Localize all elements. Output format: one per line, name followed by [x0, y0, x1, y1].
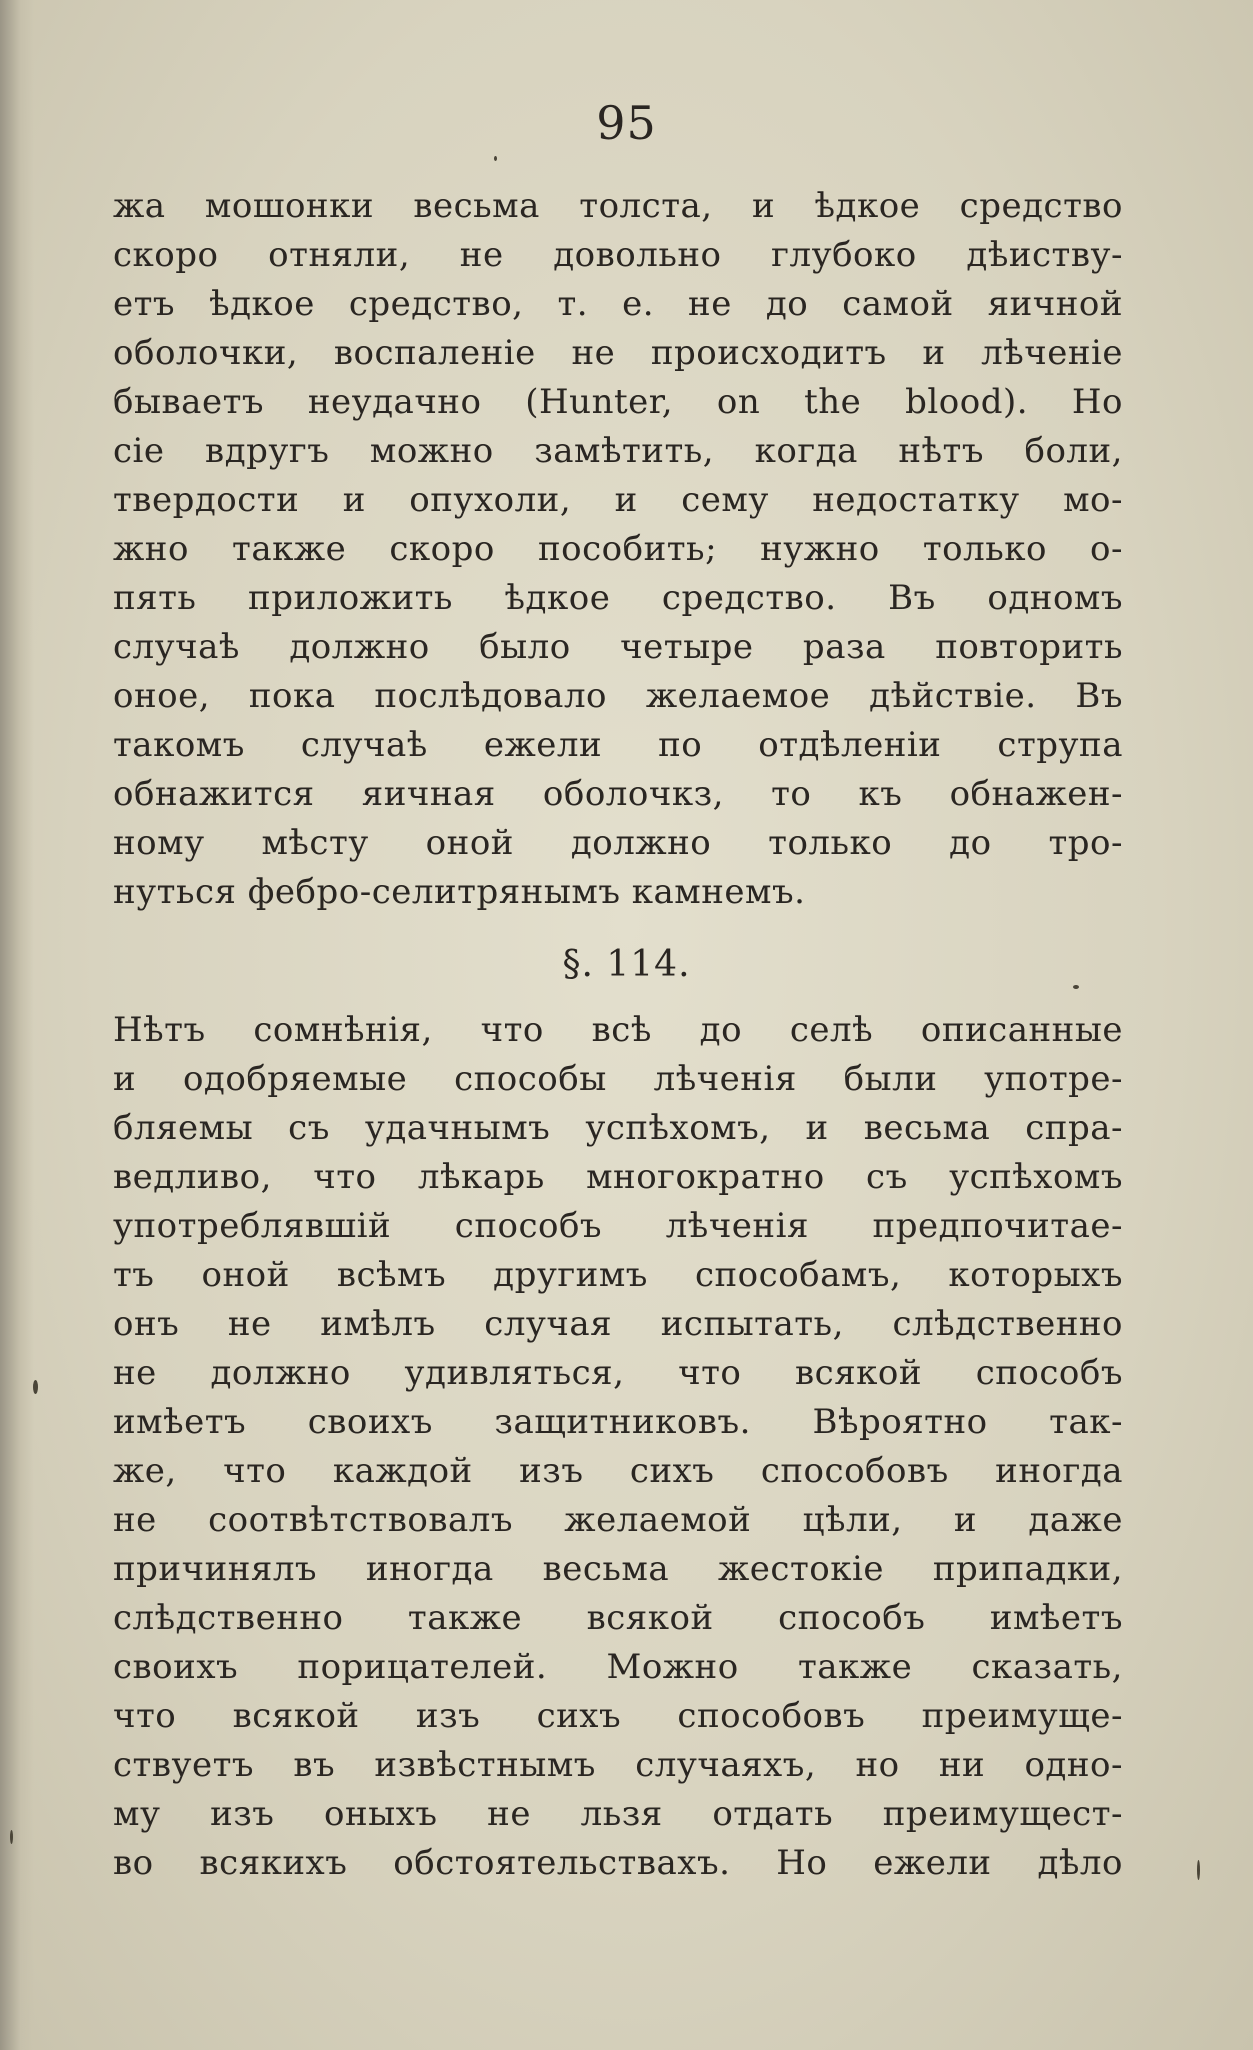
- text-line: не должно удивляться, что всякой способъ: [113, 1353, 1123, 1393]
- text-line: имѣетъ своихъ защитниковъ. Вѣроятно так-: [113, 1402, 1123, 1442]
- text-line: же, что каждой изъ сихъ способовъ иногда: [113, 1451, 1123, 1491]
- text-line: сіе вдругъ можно замѣтить, когда нѣтъ боли,: [113, 431, 1123, 471]
- page-number: 95: [596, 96, 657, 150]
- text-line: етъ ѣдкое средство, т. е. не до самой яичной: [113, 284, 1123, 324]
- text-line: своихъ порицателей. Можно также сказать,: [113, 1647, 1123, 1687]
- ink-speck: [1197, 1860, 1200, 1880]
- text-line: бываетъ неудачно (Hunter, on the blood). Но: [113, 382, 1123, 422]
- text-line: оное, пока послѣдовало желаемое дѣйствіе. Въ: [113, 676, 1123, 716]
- text-line: бляемы съ удачнымъ успѣхомъ, и весьма спра-: [113, 1108, 1123, 1148]
- text-line: твердости и опухоли, и сему недостатку мо-: [113, 480, 1123, 520]
- text-line: нуться фебро-селитрянымъ камнемъ.: [113, 872, 806, 912]
- text-line: употреблявшій способъ лѣченія предпочитае-: [113, 1206, 1123, 1246]
- text-line: случаѣ должно было четыре раза повторить: [113, 627, 1123, 667]
- text-line: не соотвѣтствовалъ желаемой цѣли, и даже: [113, 1500, 1123, 1540]
- text-line: жа мошонки весьма толста, и ѣдкое средство: [113, 186, 1123, 226]
- page-gutter-shadow: [0, 0, 34, 2050]
- text-line: обнажится яичная оболочкз, то къ обнажен-: [113, 774, 1123, 814]
- text-line: слѣдственно также всякой способъ имѣетъ: [113, 1598, 1123, 1638]
- text-line: ствуетъ въ извѣстнымъ случаяхъ, но ни одно-: [113, 1745, 1123, 1785]
- text-line: му изъ оныхъ не льзя отдать преимущест-: [113, 1794, 1123, 1834]
- paragraph-2: [113, 1006, 1123, 1888]
- text-line: Нѣтъ сомнѣнія, что всѣ до селѣ описанные: [113, 1010, 1123, 1050]
- text-line: ведливо, что лѣкарь многократно съ успѣхомъ: [113, 1157, 1123, 1197]
- section-heading: §. 114.: [562, 944, 691, 985]
- text-line: пять приложить ѣдкое средство. Въ одномъ: [113, 578, 1123, 618]
- ink-speck: [1073, 985, 1079, 989]
- text-line: что всякой изъ сихъ способовъ преимуще-: [113, 1696, 1123, 1736]
- text-line: причинялъ иногда весьма жестокіе припадки,: [113, 1549, 1123, 1589]
- ink-speck: [10, 1830, 13, 1844]
- text-line: и одобряемые способы лѣченія были употре-: [113, 1059, 1123, 1099]
- text-line: скоро отняли, не довольно глубоко дѣиству-: [113, 235, 1123, 275]
- text-line: жно также скоро пособить; нужно только о-: [113, 529, 1123, 569]
- text-line: онъ не имѣлъ случая испытать, слѣдственно: [113, 1304, 1123, 1344]
- text-line: оболочки, воспаленіе не происходитъ и лѣченіе: [113, 333, 1123, 373]
- ink-speck: [494, 156, 497, 161]
- text-line: такомъ случаѣ ежели по отдѣленіи струпа: [113, 725, 1123, 765]
- text-line: ному мѣсту оной должно только до тро-: [113, 823, 1123, 863]
- paragraph-1: [113, 182, 1123, 917]
- ink-speck: [33, 1380, 38, 1394]
- text-line: во всякихъ обстоятельствахъ. Но ежели дѣло: [113, 1843, 1123, 1883]
- text-line: тъ оной всѣмъ другимъ способамъ, которыхъ: [113, 1255, 1123, 1295]
